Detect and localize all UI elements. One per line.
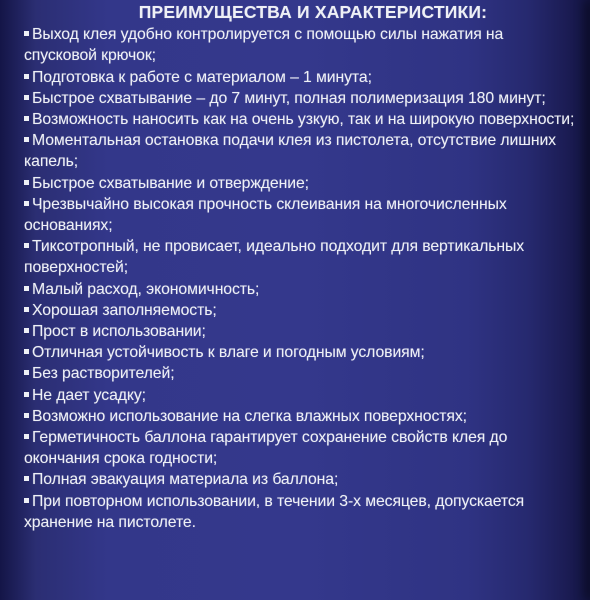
bullet-icon [24,370,29,375]
features-panel [24,2,576,533]
feature-item [24,194,576,236]
bullet-icon [24,243,29,248]
bullet-icon [24,328,29,333]
features-heading: ПРЕИМУЩЕСТВА И ХАРАКТЕРИСТИКИ: [138,2,488,22]
feature-item [24,173,576,194]
feature-text: При повторном использовании, в течении 3-х месяцев, допускается хранение на пистолете. [24,492,525,531]
bullet-icon [24,137,29,142]
feature-item [24,363,576,384]
bullet-icon [24,31,29,36]
feature-text: Чрезвычайно высокая прочность склеивания на многочисленных основаниях; [24,195,507,235]
feature-item [24,406,576,427]
bullet-icon [24,498,29,503]
feature-text: Отличная устойчивость к влаге и погодным условиям; [32,344,425,362]
feature-text: Возможность наносить как на очень узкую, так и на широкую поверхности; [32,111,575,129]
bullet-icon [24,180,29,185]
feature-item [24,321,576,342]
feature-text: Подготовка к работе с материалом – 1 минута; [32,68,372,86]
feature-item [24,342,576,363]
feature-item [24,385,576,406]
feature-item [24,236,576,278]
bullet-icon [24,307,29,312]
feature-item [24,469,576,490]
feature-item [24,130,576,172]
feature-text: Без растворителей; [32,365,175,383]
feature-text: Не дает усадку; [32,386,146,404]
feature-item [24,427,576,469]
feature-item [24,279,576,300]
bullet-icon [24,286,29,291]
bullet-icon [24,434,29,439]
bullet-icon [24,349,29,354]
feature-item [24,491,576,533]
feature-item [24,88,576,109]
feature-text: Выход клея удобно контролируется с помощью силы нажатия на спусковой крючок; [24,26,504,65]
feature-text: Моментальная остановка подачи клея из пистолета, отсутствие лишних капель; [24,132,556,171]
feature-text: Хорошая заполняемость; [32,301,217,319]
feature-text: Герметичность баллона гарантирует сохранение свойств клея до окончания срока годности; [24,429,508,468]
feature-text: Тиксотропный, не провисает, идеально подходит для вертикальных поверхностей; [24,238,525,277]
feature-text: Прост в использовании; [32,323,206,341]
feature-item [24,67,576,88]
bullet-icon [24,476,29,481]
bullet-icon [24,116,29,121]
feature-text: Полная эвакуация материала из баллона; [32,471,339,489]
feature-item [24,300,576,321]
bullet-icon [24,413,29,418]
feature-item [24,109,576,130]
feature-text: Быстрое схватывание и отверждение; [32,174,309,192]
feature-item [24,24,576,66]
features-list [24,24,576,533]
bullet-icon [24,201,29,206]
bullet-icon [24,74,29,79]
feature-text: Возможно использование на слегка влажных поверхностях; [32,407,467,425]
feature-text: Быстрое схватывание – до 7 минут, полная полимеризация 180 минут; [32,89,546,107]
bullet-icon [24,392,29,397]
feature-text: Малый расход, экономичность; [32,280,260,298]
bullet-icon [24,95,29,100]
